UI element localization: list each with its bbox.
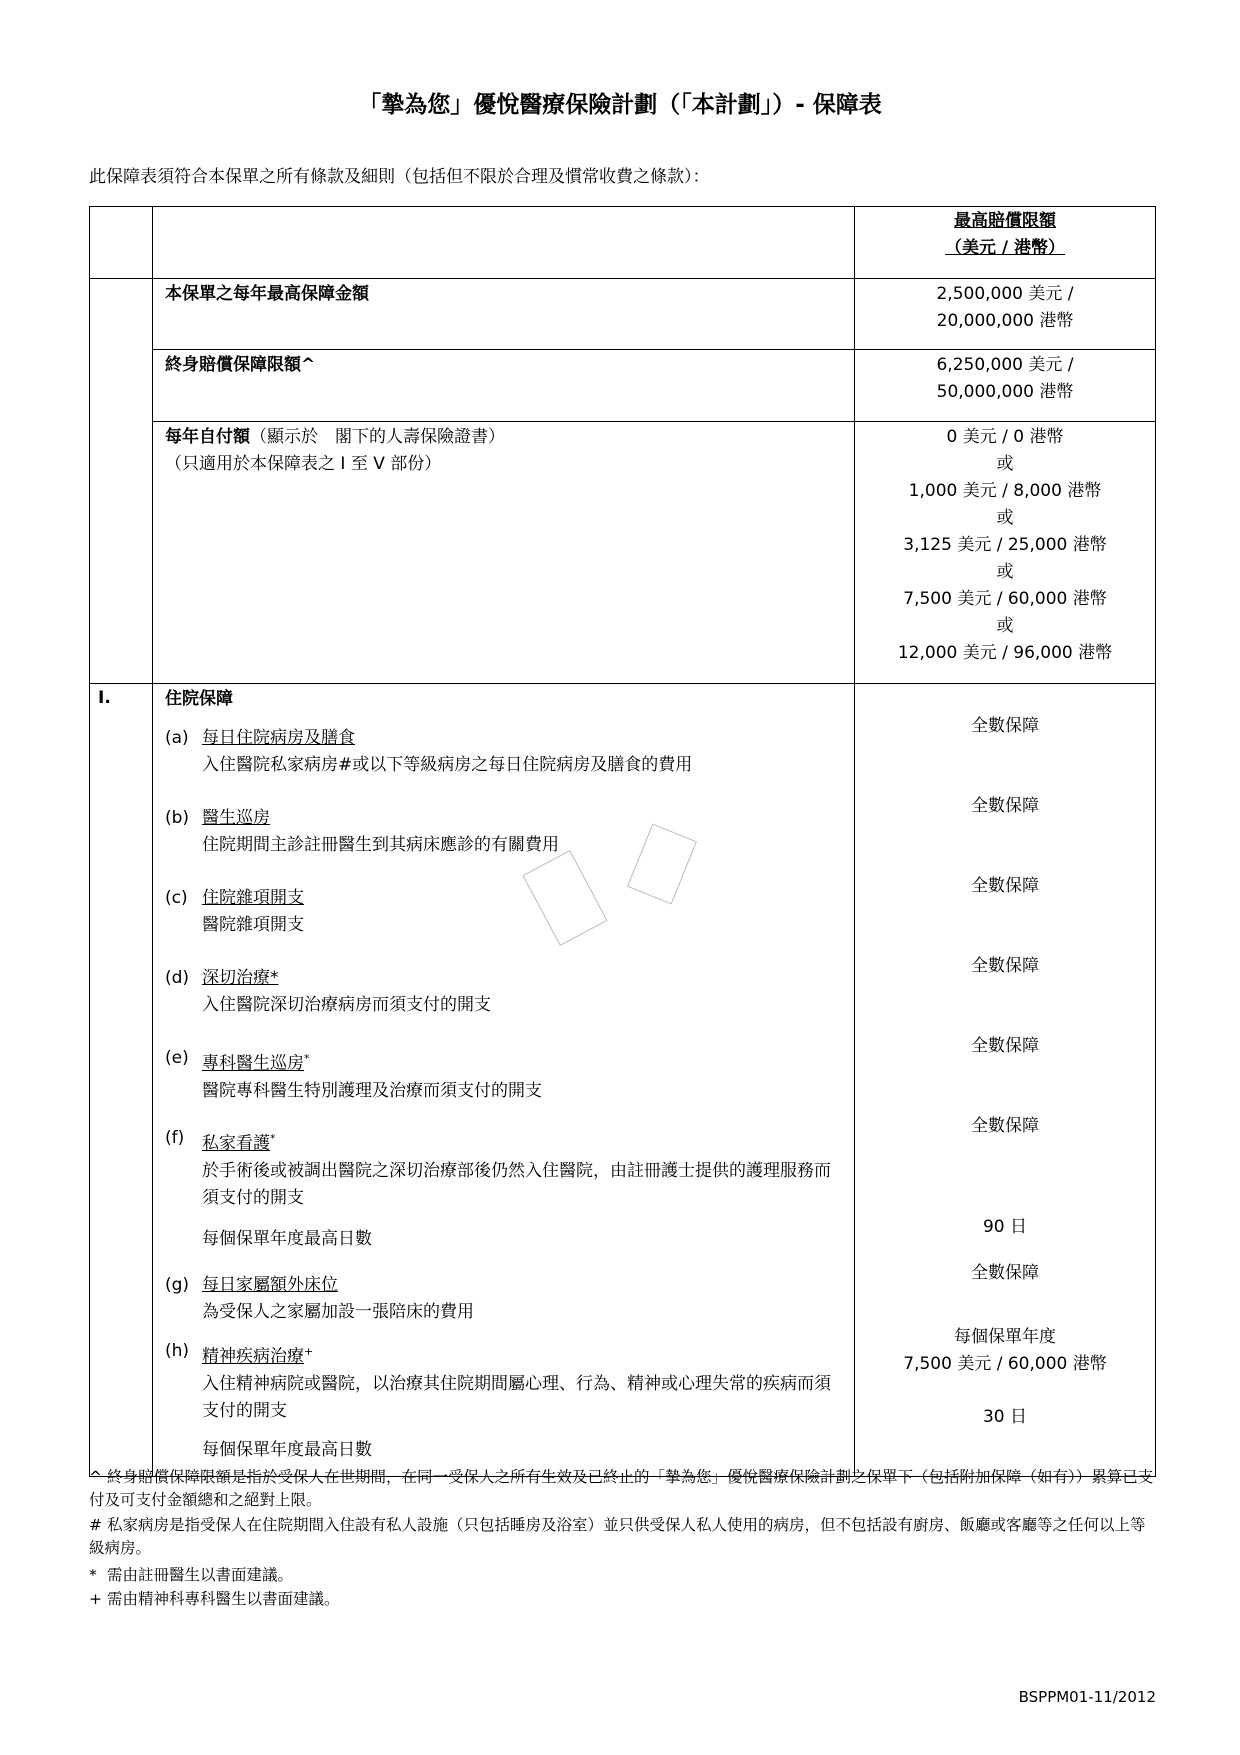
benefit-name-line bbox=[202, 1272, 842, 1299]
section-amounts bbox=[855, 684, 1156, 1477]
section-body bbox=[153, 684, 855, 1477]
benefit-desc: 醫院雜項開支 bbox=[202, 915, 304, 935]
section-title: 住院保障 bbox=[165, 689, 233, 709]
deductible-note: （顯示於 閣下的人壽保險證書） bbox=[250, 427, 505, 447]
deductible-or: 或 bbox=[996, 616, 1014, 636]
section-row bbox=[90, 684, 1156, 1477]
footnote-text: 終身賠償保障限額是指於受保人在世期間，在同一受保人之所有生效及已終止的「摯為您」優悅醫療保險計劃之保單下（包括附加保障（如有））累算已支付及可支付金額總和之絕對上限。 bbox=[89, 1468, 1154, 1509]
footnote-mark: * bbox=[89, 1566, 97, 1584]
benefit-extra-amount: 90 日 bbox=[982, 1217, 1028, 1237]
benefit-amount-block bbox=[855, 1113, 1155, 1214]
benefit-text bbox=[202, 1338, 842, 1425]
benefit-amount-block bbox=[855, 1260, 1155, 1324]
benefit-text bbox=[202, 965, 842, 1033]
benefit-name: 私家看護 bbox=[202, 1133, 270, 1154]
benefit-item bbox=[165, 1338, 842, 1425]
benefit-mark: * bbox=[304, 1052, 310, 1065]
table-row bbox=[90, 350, 1156, 422]
benefit-amount: 全數保障 bbox=[971, 1116, 1039, 1136]
benefit-name: 醫生巡房 bbox=[202, 808, 270, 828]
benefit-letter bbox=[165, 1226, 202, 1260]
annual-max-label: 本保單之每年最高保障金額 bbox=[153, 279, 855, 350]
footnote-text: 需由精神科專科醫生以書面建議。 bbox=[107, 1590, 340, 1608]
benefit-name-line bbox=[202, 1338, 842, 1371]
deductible-or: 或 bbox=[996, 454, 1014, 474]
benefit-name: 專科醫生巡房 bbox=[202, 1053, 304, 1074]
benefit-desc: 入住醫院深切治療病房而須支付的開支 bbox=[202, 995, 491, 1015]
table-row bbox=[90, 279, 1156, 350]
benefit-mark: * bbox=[270, 1132, 276, 1145]
intro-text: 此保障表須符合本保單之所有條款及細則（包括但不限於合理及慣常收費之條款）： bbox=[89, 167, 710, 187]
section-number: I. bbox=[90, 684, 153, 1477]
benefit-item bbox=[165, 805, 842, 873]
benefit-text bbox=[202, 805, 842, 873]
benefit-name-line bbox=[202, 725, 842, 752]
benefit-text bbox=[202, 885, 842, 953]
footnote bbox=[89, 1466, 1155, 1512]
benefit-amount: 全數保障 bbox=[971, 1036, 1039, 1056]
benefit-letter: (d) bbox=[165, 968, 190, 988]
footnote bbox=[89, 1564, 1155, 1587]
benefit-item bbox=[165, 1125, 842, 1214]
deductible-option: 3,125 美元 / 25,000 港幣 bbox=[903, 535, 1107, 555]
benefit-schedule-table bbox=[89, 206, 1156, 1477]
benefit-name-line bbox=[202, 885, 842, 912]
benefit-letter: (g) bbox=[165, 1275, 190, 1295]
benefit-letter: (a) bbox=[165, 728, 189, 748]
footnote bbox=[89, 1588, 1155, 1611]
benefit-amount: 7,500 美元 / 60,000 港幣 bbox=[903, 1354, 1107, 1374]
benefit-amount-block bbox=[855, 873, 1155, 953]
deductible-option: 0 美元 / 0 港幣 bbox=[946, 427, 1064, 447]
deductible-option: 1,000 美元 / 8,000 港幣 bbox=[908, 481, 1102, 501]
annual-max-amount: 20,000,000 港幣 bbox=[936, 311, 1074, 331]
deductible-option: 7,500 美元 / 60,000 港幣 bbox=[903, 589, 1107, 609]
benefit-amount-block bbox=[855, 953, 1155, 1033]
lifetime-limit-label: 終身賠償保障限額^ bbox=[153, 350, 855, 422]
benefit-amount-block bbox=[855, 1324, 1155, 1404]
benefit-text bbox=[202, 1125, 842, 1214]
benefit-mark: + bbox=[304, 1345, 314, 1358]
footnote bbox=[89, 1514, 1155, 1560]
benefit-amount-block bbox=[855, 793, 1155, 873]
benefit-name-line bbox=[202, 805, 842, 832]
benefit-extra-label: 每個保單年度最高日數 bbox=[202, 1229, 372, 1249]
footnote-text: 私家病房是指受保人在住院期間入住設有私人設施（只包括睡房及浴室）並只供受保人私人使用的病房，但不包括設有廚房、飯廳或客廳等之任何以上等級病房。 bbox=[89, 1516, 1146, 1557]
benefit-amount: 全數保障 bbox=[971, 1263, 1039, 1283]
benefit-letter: (c) bbox=[165, 888, 188, 908]
benefit-amount: 每個保單年度 bbox=[954, 1327, 1056, 1347]
amount-header-unit: （美元 / 港幣） bbox=[944, 238, 1066, 258]
benefit-letter: (e) bbox=[165, 1048, 189, 1068]
deductible-or: 或 bbox=[996, 562, 1014, 582]
benefit-desc: 入住醫院私家病房#或以下等級病房之每日住院病房及膳食的費用 bbox=[202, 755, 693, 775]
benefit-item bbox=[165, 725, 842, 793]
benefit-item bbox=[165, 1045, 842, 1113]
benefit-extra-amount: 30 日 bbox=[982, 1407, 1028, 1427]
benefit-name-line bbox=[202, 1125, 842, 1158]
benefit-amount: 全數保障 bbox=[971, 716, 1039, 736]
page-title: 「摯為您」優悅醫療保險計劃（「本計劃」）- 保障表 bbox=[358, 92, 882, 118]
table-header-row bbox=[90, 207, 1156, 279]
deductible-option: 12,000 美元 / 96,000 港幣 bbox=[897, 643, 1113, 663]
benefit-name-line bbox=[202, 1045, 842, 1078]
annual-max-amount: 2,500,000 美元 / bbox=[936, 284, 1074, 304]
benefit-amount-block bbox=[855, 713, 1155, 793]
benefit-name: 深切治療* bbox=[202, 968, 279, 988]
benefit-item bbox=[165, 965, 842, 1033]
benefit-name-line bbox=[202, 965, 842, 992]
footnote-mark: # bbox=[89, 1516, 102, 1534]
lifetime-limit-amount: 50,000,000 港幣 bbox=[936, 382, 1074, 402]
benefit-text bbox=[202, 1045, 842, 1113]
benefit-amount: 全數保障 bbox=[971, 876, 1039, 896]
deductible-scope: （只適用於本保障表之 I 至 V 部份） bbox=[165, 454, 442, 474]
amount-header: 最高賠償限額 bbox=[954, 211, 1056, 231]
document-code: BSPPM01-11/2012 bbox=[1018, 1688, 1156, 1706]
benefit-name: 住院雜項開支 bbox=[202, 888, 304, 908]
benefit-name: 精神疾病治療 bbox=[202, 1346, 304, 1367]
benefit-amount: 全數保障 bbox=[971, 956, 1039, 976]
benefit-letter: (b) bbox=[165, 808, 190, 828]
benefit-amount: 全數保障 bbox=[971, 796, 1039, 816]
benefit-text bbox=[202, 1272, 842, 1326]
benefit-extra-label: 每個保單年度最高日數 bbox=[202, 1439, 372, 1460]
benefit-amount-block bbox=[855, 1033, 1155, 1113]
benefit-text bbox=[202, 725, 842, 793]
benefit-name: 每日家屬額外床位 bbox=[202, 1275, 338, 1295]
benefit-desc: 於手術後或被調出醫院之深切治療部後仍然入住醫院，由註冊護士提供的護理服務而須支付的開支 bbox=[202, 1160, 831, 1208]
benefit-desc: 住院期間主診註冊醫生到其病床應診的有關費用 bbox=[202, 835, 559, 855]
footnote-text: 需由註冊醫生以書面建議。 bbox=[107, 1566, 294, 1584]
benefit-desc: 為受保人之家屬加設一張陪床的費用 bbox=[202, 1302, 474, 1322]
deductible-or: 或 bbox=[996, 508, 1014, 528]
benefit-extra bbox=[165, 1226, 842, 1260]
benefit-item bbox=[165, 1272, 842, 1326]
benefit-item bbox=[165, 885, 842, 953]
lifetime-limit-amount: 6,250,000 美元 / bbox=[936, 355, 1074, 375]
footnote-mark: + bbox=[89, 1590, 102, 1608]
benefit-desc: 醫院專科醫生特別護理及治療而須支付的開支 bbox=[202, 1080, 542, 1101]
deductible-label: 每年自付額 bbox=[165, 427, 250, 447]
benefit-letter: (f) bbox=[165, 1128, 185, 1148]
table-row bbox=[90, 422, 1156, 684]
benefit-desc: 入住精神病院或醫院，以治療其住院期間屬心理、行為、精神或心理失常的疾病而須支付的開支 bbox=[202, 1373, 831, 1421]
benefit-name: 每日住院病房及膳食 bbox=[202, 728, 355, 748]
benefit-letter: (h) bbox=[165, 1341, 190, 1361]
footnote-mark: ^ bbox=[89, 1468, 102, 1486]
